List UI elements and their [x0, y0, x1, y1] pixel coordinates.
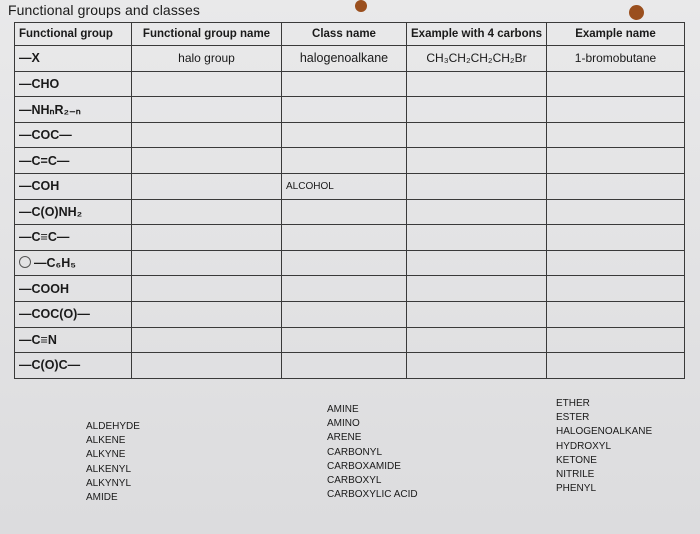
functional-group-cell — [15, 327, 132, 353]
functional-group-cell-text: —C₆H₅ — [34, 256, 76, 271]
page-title: Functional groups and classes — [8, 2, 201, 18]
functional-group-cell-text: —X — [19, 51, 40, 66]
example-cell-text: CH₃CH₂CH₂CH₂Br — [426, 51, 527, 66]
class-name-cell — [282, 71, 407, 97]
circle-icon — [19, 256, 31, 268]
example-name-cell — [547, 225, 685, 251]
table-row — [15, 71, 685, 97]
word-bank-column-3 — [556, 397, 652, 496]
table-row — [15, 225, 685, 251]
table-row — [15, 97, 685, 123]
marker-dot — [629, 5, 644, 20]
word-bank-item: ALKENYL — [86, 463, 132, 475]
table-row — [15, 173, 685, 199]
example-name-cell — [547, 327, 685, 353]
functional-group-cell-text: —C(O)NH₂ — [19, 204, 83, 219]
functional-group-cell — [15, 225, 132, 251]
word-bank-item: CARBONYL — [327, 446, 383, 458]
word-bank-item: ARENE — [327, 432, 362, 444]
word-bank-item: AMINE — [327, 404, 359, 415]
word-bank-item: AMIDE — [86, 492, 118, 504]
example-cell — [407, 353, 547, 379]
example-name-cell-text: 1-bromobutane — [574, 51, 657, 66]
header-functional-group: Functional group — [15, 23, 132, 46]
example-name-cell — [547, 122, 685, 148]
functional-group-cell — [15, 71, 132, 97]
word-bank-item: ESTER — [556, 412, 590, 424]
example-name-cell — [547, 173, 685, 199]
table-row — [15, 46, 685, 72]
table-row — [15, 250, 685, 276]
word-bank-item: NITRILE — [556, 469, 595, 481]
table-row — [15, 353, 685, 379]
example-name-cell — [547, 276, 685, 302]
class-name-cell-text: ALCOHOL — [286, 180, 334, 192]
word-bank-item: ALKENE — [86, 435, 126, 447]
example-cell — [407, 122, 547, 148]
functional-group-cell-text: —COC— — [19, 128, 72, 143]
functional-group-cell — [15, 301, 132, 327]
example-cell — [407, 148, 547, 174]
functional-group-name-cell — [132, 250, 282, 276]
word-bank-column-2 — [327, 403, 418, 502]
example-cell — [407, 97, 547, 123]
functional-group-name-cell-text: halo group — [178, 51, 235, 66]
word-bank-column-1 — [86, 420, 140, 505]
word-bank-item: ALDEHYDE — [86, 421, 140, 432]
example-name-cell — [547, 97, 685, 123]
header-example-4-carbons: Example with 4 carbons — [407, 23, 547, 46]
functional-group-cell — [15, 148, 132, 174]
example-name-cell — [547, 250, 685, 276]
table-row — [15, 301, 685, 327]
functional-group-cell — [15, 353, 132, 379]
functional-group-cell — [15, 46, 132, 72]
class-name-cell — [282, 199, 407, 225]
word-bank-item: AMINO — [327, 418, 360, 430]
class-name-cell — [282, 46, 407, 72]
functional-group-cell — [15, 173, 132, 199]
functional-group-cell — [15, 122, 132, 148]
functional-group-cell-text: —COOH — [19, 281, 69, 296]
functional-group-name-cell — [132, 353, 282, 379]
example-cell — [407, 276, 547, 302]
example-name-cell — [547, 46, 685, 72]
functional-group-cell-text: —C=C— — [19, 153, 70, 168]
header-functional-group-name: Functional group name — [132, 23, 282, 46]
table-row — [15, 327, 685, 353]
functional-group-name-cell — [132, 173, 282, 199]
functional-group-name-cell — [132, 122, 282, 148]
functional-group-cell-text: —C(O)C— — [19, 358, 81, 373]
functional-group-name-cell — [132, 97, 282, 123]
example-cell — [407, 301, 547, 327]
functional-group-cell-text: —NHₙR₂₋ₙ — [19, 102, 81, 117]
functional-group-cell — [15, 276, 132, 302]
word-bank-item: ALKYNYL — [86, 477, 132, 489]
header-example-name: Example name — [547, 23, 685, 46]
table-row — [15, 199, 685, 225]
table-header-row — [15, 23, 685, 46]
functional-group-name-cell — [132, 199, 282, 225]
example-cell — [407, 199, 547, 225]
functional-group-cell-text: —C≡N — [19, 332, 57, 347]
class-name-cell — [282, 122, 407, 148]
functional-group-cell-text: —C≡C— — [19, 230, 70, 245]
header-class-name: Class name — [282, 23, 407, 46]
functional-group-name-cell — [132, 301, 282, 327]
example-cell — [407, 71, 547, 97]
functional-group-name-cell — [132, 148, 282, 174]
example-cell — [407, 225, 547, 251]
functional-group-cell — [15, 250, 132, 276]
word-bank-item: ETHER — [556, 398, 590, 409]
marker-dot — [355, 0, 367, 12]
word-bank-item: ALKYNE — [86, 449, 126, 461]
functional-group-cell — [15, 199, 132, 225]
functional-group-cell-text: —COH — [19, 179, 60, 194]
word-bank-item: HALOGENOALKANE — [556, 426, 653, 438]
class-name-cell — [282, 97, 407, 123]
table-row — [15, 122, 685, 148]
word-bank-item: KETONE — [556, 454, 597, 466]
example-name-cell — [547, 148, 685, 174]
functional-group-cell-text: —CHO — [19, 76, 60, 91]
class-name-cell — [282, 250, 407, 276]
example-name-cell — [547, 353, 685, 379]
functional-group-name-cell — [132, 327, 282, 353]
word-bank-item: CARBOXAMIDE — [327, 460, 401, 472]
example-name-cell — [547, 199, 685, 225]
class-name-cell — [282, 353, 407, 379]
example-name-cell — [547, 301, 685, 327]
functional-group-name-cell — [132, 71, 282, 97]
class-name-cell-text: halogenoalkane — [299, 51, 389, 66]
class-name-cell — [282, 148, 407, 174]
word-bank-item: PHENYL — [556, 483, 597, 495]
example-name-cell — [547, 71, 685, 97]
example-cell — [407, 173, 547, 199]
class-name-cell — [282, 276, 407, 302]
table-row — [15, 148, 685, 174]
functional-group-cell-text: —COC(O)— — [19, 307, 90, 322]
functional-groups-table — [14, 22, 685, 379]
word-bank-item: HYDROXYL — [556, 440, 612, 452]
table-row — [15, 276, 685, 302]
functional-group-name-cell — [132, 46, 282, 72]
word-bank-item: CARBOXYLIC ACID — [327, 489, 418, 501]
functional-group-name-cell — [132, 225, 282, 251]
class-name-cell — [282, 301, 407, 327]
functional-group-name-cell — [132, 276, 282, 302]
functional-group-cell — [15, 97, 132, 123]
word-bank-item: CARBOXYL — [327, 475, 382, 487]
class-name-cell — [282, 173, 407, 199]
class-name-cell — [282, 327, 407, 353]
example-cell — [407, 250, 547, 276]
example-cell — [407, 46, 547, 72]
example-cell — [407, 327, 547, 353]
class-name-cell — [282, 225, 407, 251]
